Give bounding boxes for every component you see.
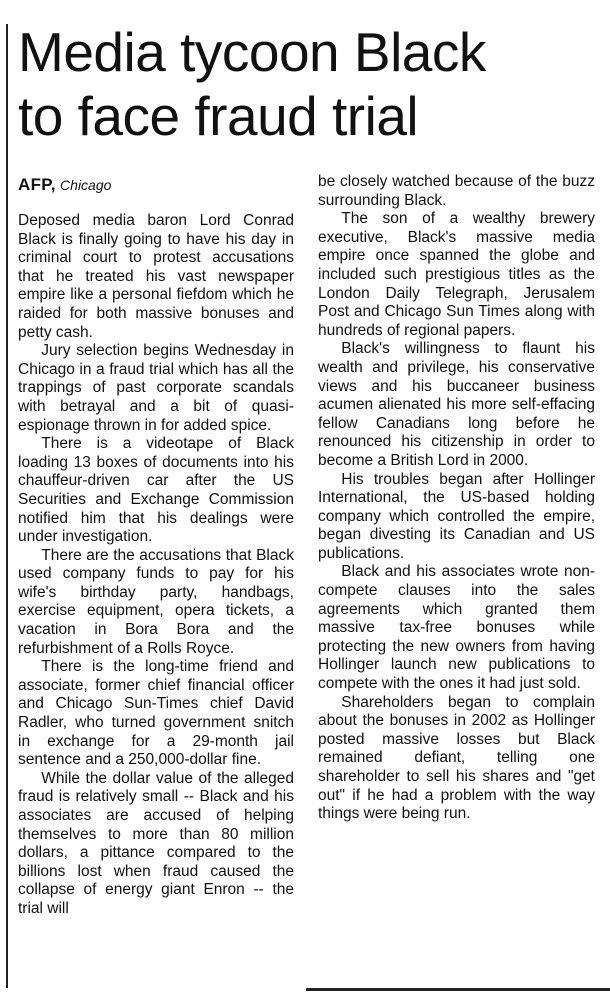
bottom-rule (306, 988, 610, 991)
left-column (18, 212, 294, 919)
paragraph: Jury selection begins Wednesday in Chicago in a fraud trial which has all the trappings of past corporate scandals with betrayal and a bit of quasi-espionage thrown in for added spice. (18, 342, 294, 434)
paragraph: There is the long-time friend and associate, former chief financial officer and Chicago Sun-Times chief David Radler, who turned government snitch in exchange for a 29-month jail sentence and a 250,000-dollar fine. (18, 658, 294, 769)
right-column (318, 173, 595, 824)
paragraph: His troubles began after Hollinger International, the US-based holding company which controlled the empire, began divesting its Canadian and US publications. (318, 470, 595, 562)
headline-line-1: Media tycoon Black (18, 21, 486, 83)
paragraph: Shareholders began to complain about the bonuses in 2002 as Hollinger posted massive losses but Black remained defiant, telling one shareholder to sell his shares and "get out" if he had a problem with the way things were being run. (318, 693, 595, 823)
paragraph: Black and his associates wrote non-compete clauses into the sales agreements which granted them massive tax-free bonuses while protecting the new owners from having Hollinger launch new publications to compete with the ones it had just sold. (318, 563, 595, 693)
headline (18, 20, 603, 148)
paragraph: Black's willingness to flaunt his wealth and privilege, his conservative views and his buccaneer business acumen alienated his more self-effacing fellow Canadians long before he renounced his citizenship in order to become a British Lord in 2000. (318, 340, 595, 469)
paragraph: While the dollar value of the alleged fraud is relatively small -- Black and his associates are accused of helping themselves to more than 80 million dollars, a pittance compared to the billions lost when fraud caused the collapse of energy giant Enron -- the trial will (18, 769, 294, 917)
byline-city: Chicago (60, 177, 112, 193)
paragraph: be closely watched because of the buzz surrounding Black. (318, 173, 595, 209)
byline (18, 175, 111, 196)
paragraph: There is a videotape of Black loading 13 boxes of documents into his chauffeur-driven car after the US Securities and Exchange Commission notified him that his dealings were under investigation. (18, 435, 294, 546)
paragraph: There are the accusations that Black used company funds to pay for his wife's birthday party, handbags, exercise equipment, opera tickets, a vacation in Bora Bora and the refurbishment of a Rolls Royce. (18, 546, 294, 657)
left-column-rule (6, 24, 8, 988)
paragraph: The son of a wealthy brewery executive, Black's massive media empire once spanned the globe and included such prestigious titles as the London Daily Telegraph, Jerusalem Post and Chicago Sun Times along with hundreds of regional papers. (318, 210, 595, 339)
byline-agency: AFP, (18, 175, 56, 194)
paragraph: Deposed media baron Lord Conrad Black is finally going to have his day in criminal court to protest accusations that he treated his vast newspaper empire like a personal fiefdom which he raided for both massive bonuses and petty cash. (18, 212, 294, 341)
headline-line-2: to face fraud trial (18, 85, 419, 147)
